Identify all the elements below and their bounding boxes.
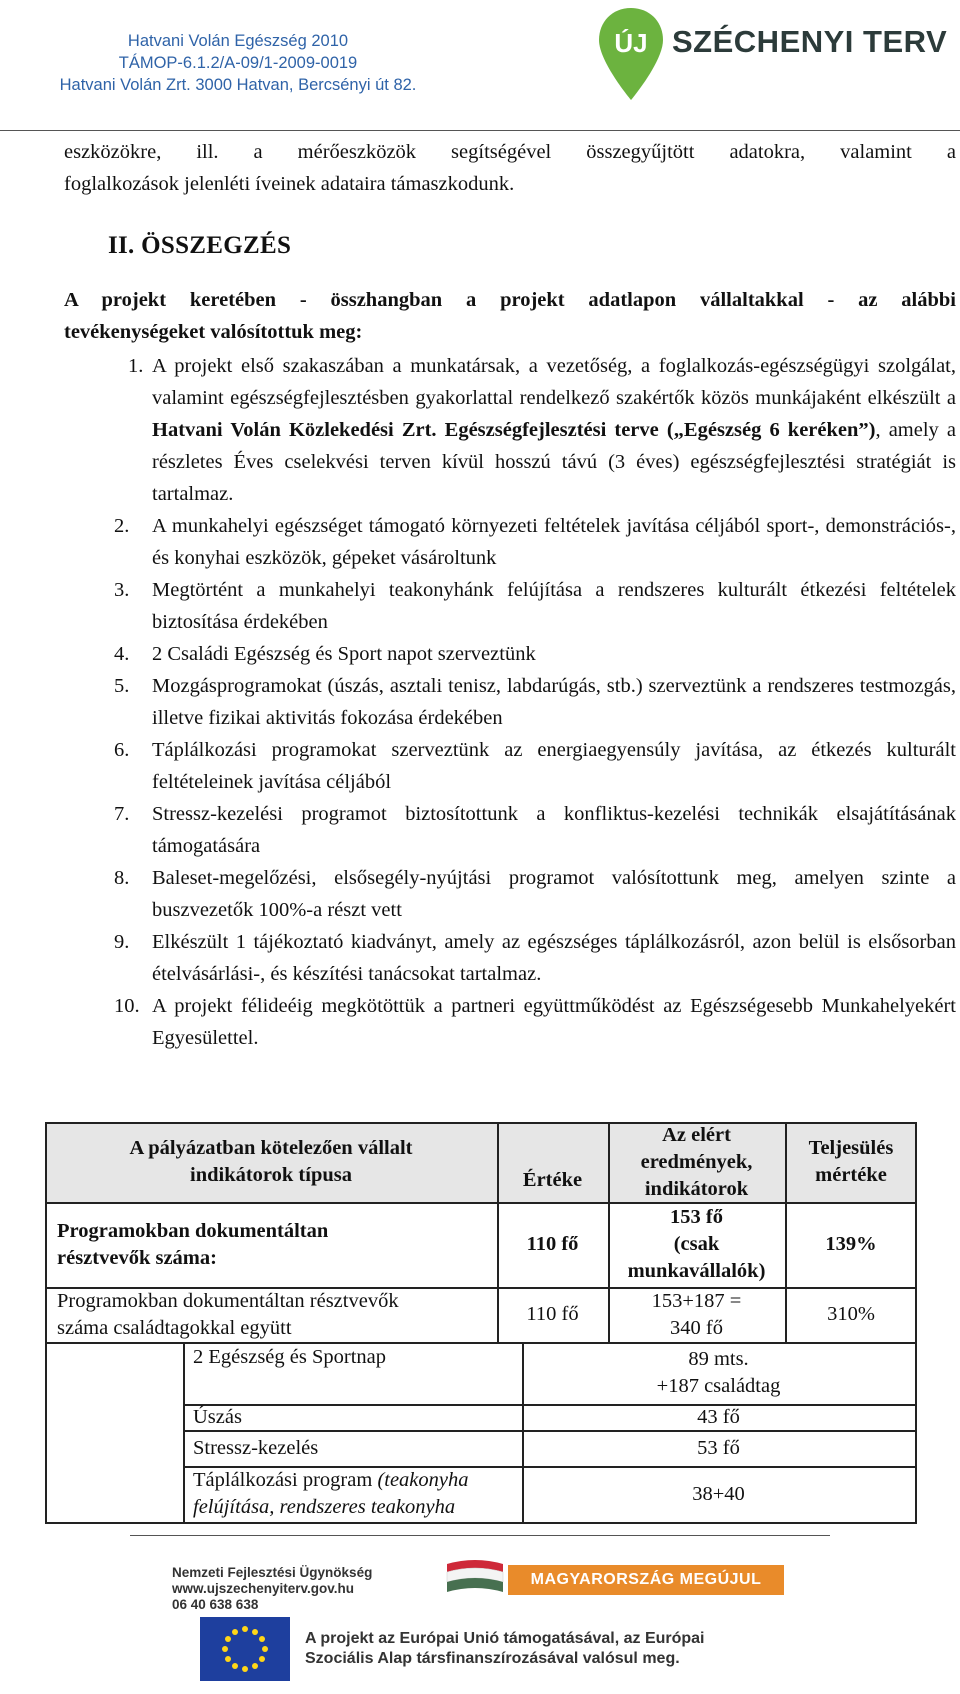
row-participants-performance: 139%: [825, 1233, 877, 1255]
subrow-sportnap-label: 2 Egészség és Sportnap: [193, 1345, 386, 1368]
project-address: Hatvani Volán Zrt. 3000 Hatvan, Bercsényi út 82.: [59, 76, 417, 94]
subrow-nutrition-label: Táplálkozási program (teakonyha felújítása, rendszeres teakonyha: [193, 1469, 469, 1518]
indicator-table: [45, 1122, 917, 1524]
list-item: [64, 574, 956, 638]
list-item: [64, 990, 956, 1054]
page-header: [0, 0, 960, 128]
list-number: 3.: [114, 579, 130, 601]
list-text: Mozgásprogramokat (úszás, asztali tenisz, labdarúgás, stb.) szerveztünk a rendszeres testmozgás, illetve fizikai aktivitás fokozása érdekében: [152, 675, 956, 729]
list-item: [64, 510, 956, 574]
slogan-banner: MAGYARORSZÁG MEGÚJUL: [508, 1565, 784, 1595]
list-number: 2.: [114, 515, 130, 537]
agency-phone: 06 40 638 638: [172, 1597, 259, 1612]
logo-pin-text: ÚJ: [614, 28, 648, 58]
list-number: 10.: [114, 995, 140, 1017]
agency-website: www.ujszechenyiterv.gov.hu: [172, 1581, 355, 1596]
footer-divider: [130, 1535, 830, 1536]
summary-lead-line-2: tevékenységeket valósítottuk meg:: [64, 321, 363, 343]
section-title: II. ÖSSZEGZÉS: [108, 232, 292, 259]
hungarian-flag-icon: [445, 1558, 505, 1598]
subrow-stress-label: Stressz-kezelés: [193, 1436, 319, 1459]
list-item: [64, 670, 956, 734]
project-info: [58, 30, 418, 96]
list-text: Stressz-kezelési programot biztosítottunk a konfliktus-kezelési technikák elsajátításának támogatására: [152, 803, 956, 857]
project-code: TÁMOP-6.1.2/A-09/1-2009-0019: [118, 54, 358, 72]
row-participants-value: 110 fő: [526, 1233, 579, 1255]
list-item: [64, 734, 956, 798]
agency-name: Nemzeti Fejlesztési Ügynökség: [172, 1565, 373, 1580]
list-text: Táplálkozási programokat szerveztünk az energiaegyensúly javítása, az étkezés kulturált feltételeinek javítása céljából: [152, 739, 956, 793]
header-result: Az elért eredmények, indikátorok: [640, 1123, 753, 1200]
list-text: A projekt félideéig megkötöttük a partneri együttműködést az Egészségesebb Munkahelyekért Egyesülettel.: [152, 995, 956, 1049]
logo-text: SZÉCHENYI TERV: [672, 24, 948, 59]
list-number: 5.: [114, 675, 130, 697]
list-text: 2 Családi Egészség és Sport napot szerveztünk: [152, 643, 536, 665]
summary-lead-line-1: A projekt keretében - összhangban a projekt adatlapon vállaltakkal - az alábbi: [64, 289, 956, 311]
list-number: 8.: [114, 867, 130, 889]
list-text: Elkészült 1 tájékoztató kiadványt, amely az egészséges táplálkozásról, azon belül is elsősorban ételvásárlási-, és készítési tanácsokat tartalmaz.: [152, 931, 956, 985]
szechenyi-terv-logo: [596, 6, 948, 106]
list-number: 4.: [114, 643, 130, 665]
subrow-nutrition-value: 38+40: [692, 1482, 745, 1505]
list-number: 1.: [128, 355, 144, 377]
row-family-label: Programokban dokumentáltan résztvevők száma családtagokkal együtt: [57, 1289, 399, 1339]
row-family-performance: 310%: [827, 1303, 875, 1325]
eu-flag-icon: [200, 1617, 290, 1681]
header-performance: Teljesülés mértéke: [808, 1137, 894, 1186]
subrow-sportnap-value: 89 mts. +187 családtag: [656, 1348, 781, 1397]
agency-info: [172, 1565, 372, 1613]
list-item: [64, 350, 956, 510]
project-name: Hatvani Volán Egészség 2010: [127, 32, 349, 50]
header-value: Értéke: [522, 1168, 583, 1191]
page-footer: [130, 1535, 830, 1694]
location-pin-icon: [596, 6, 666, 102]
list-number: 9.: [114, 931, 130, 953]
row-family-value: 110 fő: [526, 1303, 579, 1325]
list-number: 7.: [114, 803, 130, 825]
list-item: [64, 638, 956, 670]
list-text: , amely a részletes Éves cselekvési terven kívül hosszú távú (3 éves) egészségfejlesztési stratégiát is tartalmaz.: [152, 419, 956, 505]
list-item: [64, 798, 956, 862]
activity-list: [64, 350, 956, 1054]
list-text: Baleset-megelőzési, elsősegély-nyújtási programot valósítottunk meg, amelyen szinte a buszvezetők 100%-a részt vett: [152, 867, 956, 921]
intro-line-2: foglalkozások jelenléti íveinek adataira támaszkodunk.: [64, 173, 515, 195]
subrow-swimming-value: 43 fő: [697, 1405, 740, 1428]
intro-line-1: eszközökre, ill. a mérőeszközök segítségével összegyűjtött adatokra, valamint a: [64, 141, 956, 163]
subrow-swimming-label: Úszás: [193, 1405, 242, 1428]
subrow-stress-value: 53 fő: [697, 1436, 740, 1459]
list-item: [64, 862, 956, 926]
header-divider: [0, 130, 960, 131]
row-participants-label: Programokban dokumentáltan résztvevők száma:: [57, 1219, 329, 1269]
header-indicator-type: A pályázatban kötelezően vállalt indikátorok típusa: [129, 1137, 413, 1186]
list-text: Megtörtént a munkahelyi teakonyhánk felújítása a rendszeres kulturált étkezési feltételek biztosítása érdekében: [152, 579, 956, 633]
row-family-result: 153+187 = 340 fő: [651, 1289, 742, 1339]
list-number: 6.: [114, 739, 130, 761]
list-text: A projekt első szakaszában a munkatársak, a vezetőség, a foglalkozás-egészségügyi szolgálat, valamint egészségfejlesztésben gyakorlattal rendelkező szakértők közös munkájaként elkészült a: [152, 355, 956, 409]
list-text: A munkahelyi egészséget támogató környezeti feltételek javítása céljából sport-, demonstrációs-, és konyhai eszközök, gépeket vásároltunk: [152, 515, 956, 569]
plan-title: Hatvani Volán Közlekedési Zrt. Egészségfejlesztési terve („Egészség 6 keréken”): [152, 419, 876, 441]
row-participants-result: 153 fő (csak munkavállalók): [627, 1206, 766, 1282]
eu-funding-note: A projekt az Európai Unió támogatásával, az Európai Szociális Alap társfinanszírozásával valósul meg.: [305, 1630, 705, 1667]
list-item: [64, 926, 956, 990]
